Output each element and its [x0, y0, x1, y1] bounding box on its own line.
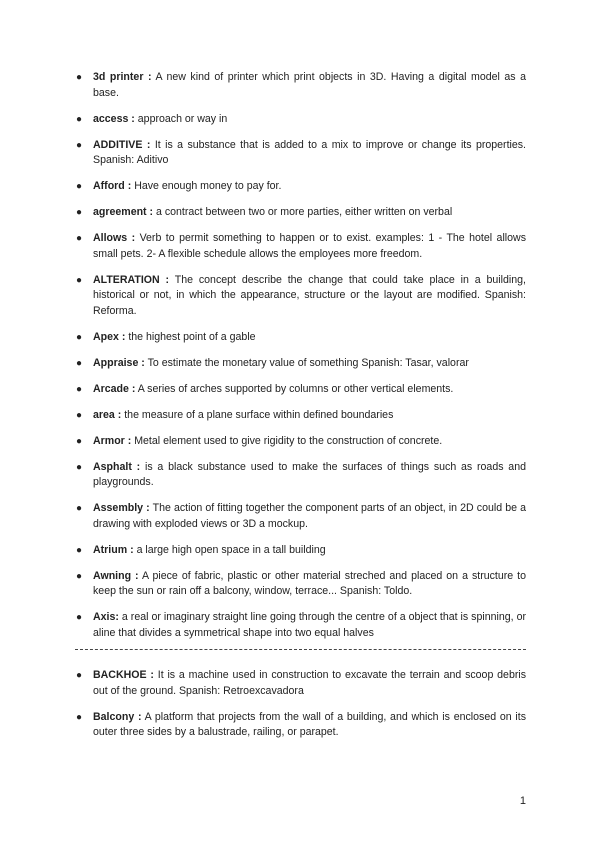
bullet-icon: ● [76, 409, 83, 421]
glossary-entry [0, 138, 600, 169]
glossary-entry [0, 70, 600, 101]
entry-definition: Verb to permit something to happen or to exist. examples: 1 - The hotel allows small pets. 2- A flexible schedule allows the employees more freedom. [93, 232, 526, 260]
entry-term: Balcony : [93, 710, 142, 723]
glossary-entry [0, 382, 600, 398]
entry-term: Atrium : [93, 543, 134, 556]
entry-term: Assembly : [93, 502, 150, 514]
glossary-entry [0, 501, 600, 532]
entry-definition: the measure of a plane surface within defined boundaries [124, 408, 394, 421]
bullet-icon: ● [76, 503, 83, 514]
entry-term: 3d printer : [93, 71, 152, 83]
bullet-icon: ● [76, 383, 83, 395]
bullet-icon: ● [76, 233, 83, 244]
entry-term: access : [93, 112, 135, 125]
glossary-entry [0, 460, 600, 491]
bullet-icon: ● [76, 357, 83, 369]
entry-term: BACKHOE : [93, 669, 154, 681]
glossary-list-b [0, 668, 600, 751]
entry-term: Arcade : [93, 382, 136, 395]
entry-term: Armor : [93, 434, 132, 447]
entry-definition: Metal element used to give rigidity to the construction of concrete. [134, 434, 443, 447]
entry-definition: A platform that projects from the wall of a building, and which is enclosed on its outer three sides by a balustrade, railing, or parapet. [93, 710, 526, 738]
section-divider [75, 649, 526, 650]
entry-definition: a real or imaginary straight line going through the centre of a object that is spinning, or aline that divides a symmetrical shape into two equal halves [93, 611, 526, 639]
entry-definition: is a black substance used to make the surfaces of things such as roads and playgrounds. [93, 460, 526, 488]
glossary-entry [0, 710, 600, 741]
entry-definition: A piece of fabric, plastic or other material streched and placed on a structure to keep the sun or rain off a balcony, window, terrace... Spanish: Toldo. [93, 569, 527, 597]
entry-definition: the highest point of a gable [128, 330, 256, 343]
glossary-entry [0, 231, 600, 262]
bullet-icon: ● [76, 113, 83, 125]
bullet-icon: ● [76, 570, 83, 582]
glossary-entry [0, 434, 600, 450]
page-number: 1 [519, 795, 526, 807]
glossary-entry [0, 569, 600, 600]
entry-term: Appraise : [93, 356, 145, 369]
bullet-icon: ● [76, 612, 83, 623]
bullet-icon: ● [76, 711, 83, 723]
bullet-icon: ● [76, 435, 83, 447]
entry-term: agreement : [93, 206, 154, 218]
entry-definition: It is a machine used in construction to excavate the terrain and scoop debris out of the ground. Spanish: Retroexcavadora [93, 669, 527, 697]
bullet-icon: ● [76, 461, 83, 473]
bullet-icon: ● [76, 72, 83, 83]
glossary-entry [0, 112, 600, 128]
entry-definition: The concept describe the change that could take place in a building, historical or not, in which the appearance, structure or the layout are modified. Spanish: Reforma. [93, 273, 526, 317]
glossary-entry [0, 205, 600, 221]
entry-term: Afford : [93, 180, 132, 192]
entry-term: Asphalt : [93, 460, 141, 473]
entry-term: Apex : [93, 330, 126, 343]
entry-term: Allows : [93, 232, 136, 244]
bullet-icon: ● [76, 207, 83, 218]
entry-term: ADDITIVE : [93, 138, 151, 151]
bullet-icon: ● [76, 181, 83, 192]
glossary-entry [0, 610, 600, 641]
entry-definition: a large high open space in a tall building [136, 543, 326, 556]
glossary-entry [0, 179, 600, 195]
glossary-entry [0, 330, 600, 346]
entry-term: area : [93, 408, 122, 421]
bullet-icon: ● [76, 274, 83, 286]
bullet-icon: ● [76, 544, 83, 556]
glossary-entry [0, 273, 600, 320]
entry-term: Axis: [93, 611, 119, 623]
glossary-entry [0, 408, 600, 424]
entry-definition: To estimate the monetary value of something Spanish: Tasar, valorar [147, 356, 469, 369]
entry-term: Awning : [93, 569, 139, 582]
bullet-icon: ● [76, 670, 83, 681]
entry-term: ALTERATION : [93, 273, 170, 286]
entry-definition: A new kind of printer which print objects in 3D. Having a digital model as a base. [93, 71, 527, 99]
glossary-entry [0, 668, 600, 699]
entry-definition: a contract between two or more parties, either written on verbal [156, 206, 453, 218]
glossary-entry [0, 543, 600, 559]
glossary-entry [0, 356, 600, 372]
bullet-icon: ● [76, 331, 83, 343]
glossary-list-a [0, 70, 600, 652]
entry-definition: It is a substance that is added to a mix to improve or change its properties. Spanish: Aditivo [93, 138, 527, 166]
entry-definition: The action of fitting together the component parts of an object, in 2D could be a drawing with exploded views or 3D a mockup. [93, 502, 526, 530]
bullet-icon: ● [76, 139, 83, 151]
entry-definition: A series of arches supported by columns or other vertical elements. [137, 382, 454, 395]
entry-definition: Have enough money to pay for. [134, 180, 282, 192]
entry-definition: approach or way in [137, 112, 228, 125]
